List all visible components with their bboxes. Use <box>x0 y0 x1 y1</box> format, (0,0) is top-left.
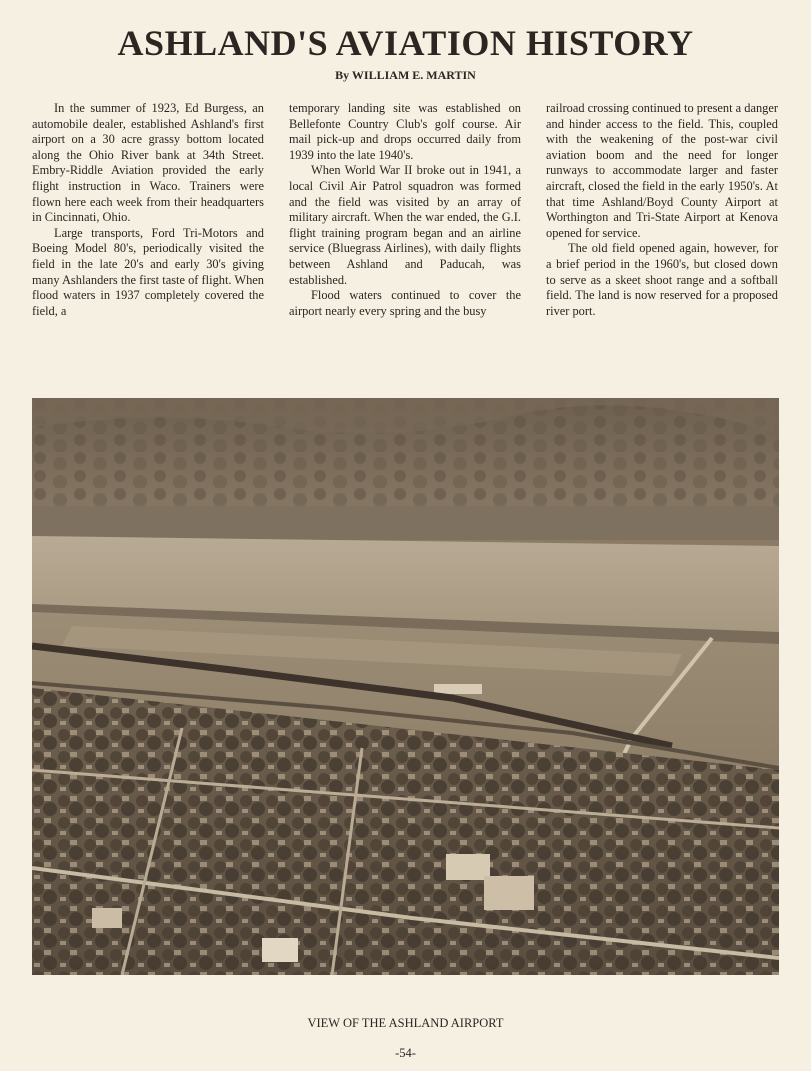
paragraph: Large transports, Ford Tri-Motors and Boeing Model 80's, periodically visited the field in the late 20's and early 30's giving many Ashlanders the first taste of flight. When flood waters in 1937 completely covered the field, a <box>32 225 264 318</box>
paragraph: The old field opened again, however, for a brief period in the 1960's, but closed down to serve as a skeet shoot range and a softball field. The land is now reserved for a proposed river port. <box>546 241 778 318</box>
paragraph: temporary landing site was established on Bellefonte Country Club's golf course. Air mail pick-up and drops occurred daily from 1939 into the late 1940's. <box>289 101 521 162</box>
article-title: ASHLAND'S AVIATION HISTORY <box>117 23 694 63</box>
paragraph: When World War II broke out in 1941, a local Civil Air Patrol squadron was formed and the field was visited by an array of military aircraft. When the war ended, the G.I. flight training program began and an airline service (Bluegrass Airlines), with daily flights between Ashland and Paducah, was established. <box>289 163 521 287</box>
article-byline: By WILLIAM E. MARTIN <box>335 68 476 82</box>
paragraph: In the summer of 1923, Ed Burgess, an automobile dealer, established Ashland's first airport on a 30 acre grassy bottom located along the Ohio River bank at 34th Street. Embry-Riddle Aviation provided the early flight instruction in Waco. Trainers were flown here each week from their headquarters in Cincinnati, Ohio. <box>32 101 264 225</box>
aerial-photo <box>32 398 779 975</box>
page-number: -54- <box>395 1046 416 1060</box>
text-column-1 <box>32 101 264 319</box>
photo-caption: VIEW OF THE ASHLAND AIRPORT <box>307 1016 504 1030</box>
hangar <box>434 684 482 694</box>
text-column-2 <box>289 101 521 319</box>
paragraph: railroad crossing continued to present a danger and hinder access to the field. This, coupled with the weakening of the post-war civil aviation boom and the need for longer runways to accommodate larger and faster aircraft, closed the field in the early 1950's. At that time Ashland/Boyd County Airport at Worthington and Tri-State Airport at Kenova opened for service. <box>546 101 778 240</box>
text-column-3 <box>546 101 778 319</box>
paragraph: Flood waters continued to cover the airport nearly every spring and the busy <box>289 288 521 318</box>
